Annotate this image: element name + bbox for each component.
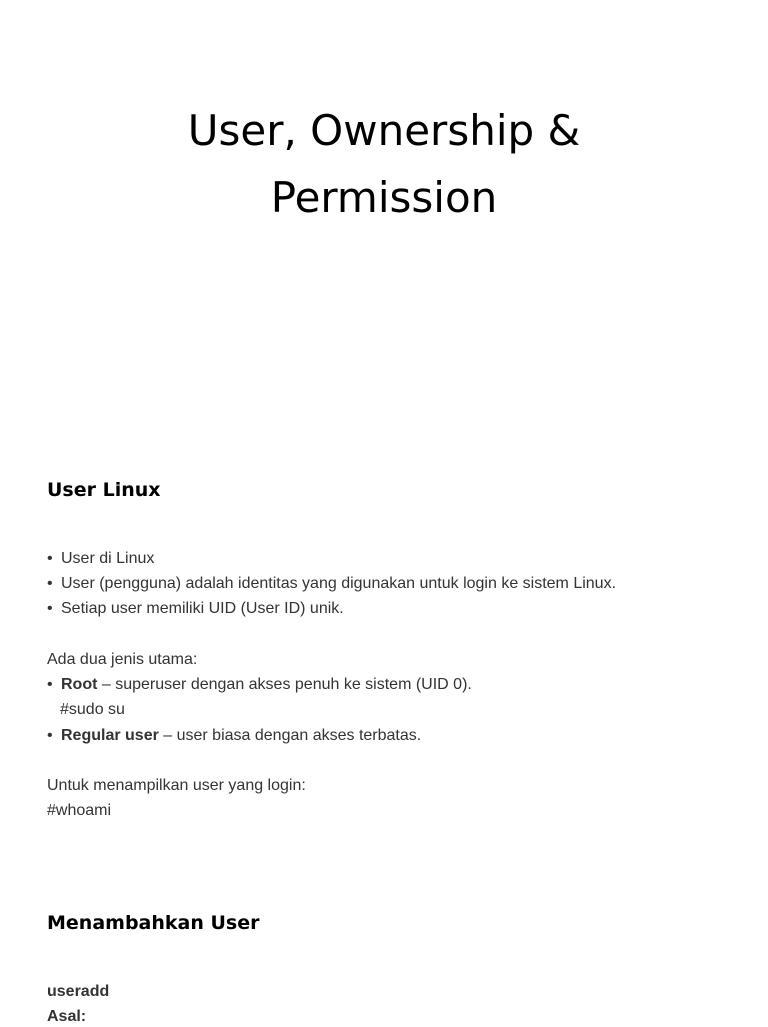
- whoami-intro: Untuk menampilkan user yang login:: [47, 777, 306, 794]
- bullet-icon: •: [47, 575, 53, 592]
- command-useradd: useradd: [47, 983, 110, 1000]
- type-description: – superuser dengan akses penuh ke sistem (UID 0).: [97, 676, 472, 693]
- bullet-icon: •: [47, 550, 53, 567]
- page-title: [0, 97, 768, 231]
- section-heading-user-linux: User Linux: [47, 479, 161, 501]
- type-name: Root: [61, 676, 98, 693]
- list-item: • Setiap user memiliki UID (User ID) unik.: [47, 600, 344, 617]
- list-item-regular-user: [47, 726, 421, 746]
- section-heading-menambahkan-user: Menambahkan User: [47, 912, 260, 934]
- root-command: #sudo su: [60, 701, 125, 718]
- label-asal: Asal:: [47, 1008, 87, 1025]
- page-title-line-1: User, Ownership &: [187, 106, 581, 155]
- bullet-icon: •: [47, 600, 53, 617]
- list-item: • User di Linux: [47, 550, 155, 567]
- page-title-line-2: Permission: [270, 173, 498, 222]
- list-item: • User (pengguna) adalah identitas yang digunakan untuk login ke sistem Linux.: [47, 575, 617, 592]
- types-intro: Ada dua jenis utama:: [47, 651, 198, 668]
- type-name: Regular user: [61, 727, 159, 744]
- type-description: – user biasa dengan akses terbatas.: [158, 727, 422, 744]
- whoami-command: #whoami: [47, 802, 112, 819]
- bullet-icon: •: [47, 676, 53, 693]
- bullet-icon: •: [47, 727, 53, 744]
- list-item-root: [47, 675, 472, 695]
